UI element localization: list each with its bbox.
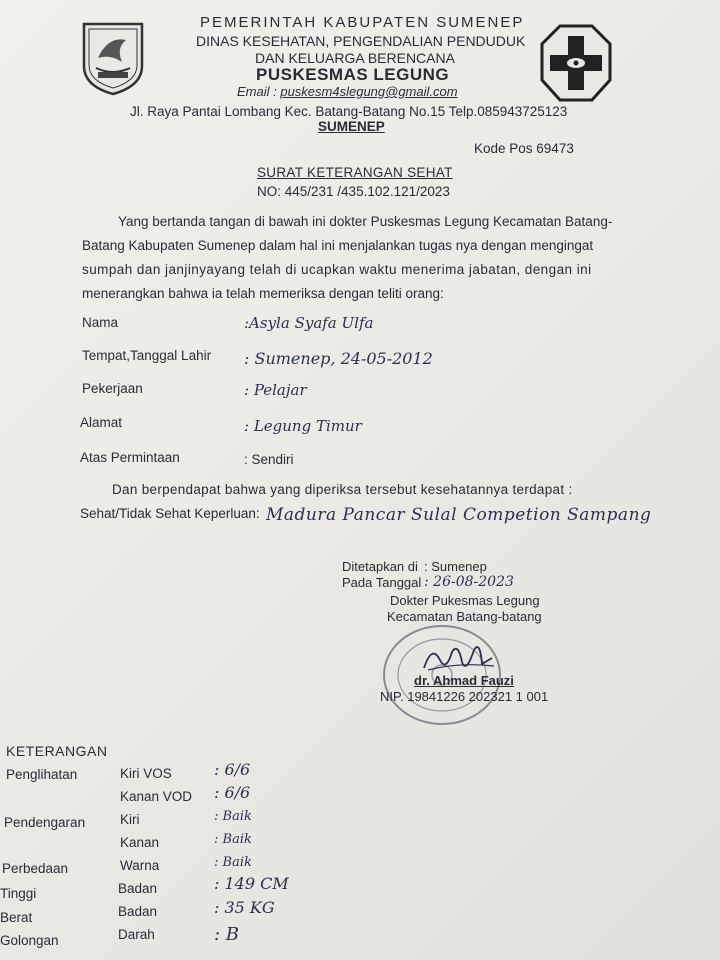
table-row-sub: Kiri [120,812,140,827]
signer-role-1: Dokter Pukesmas Legung [390,593,540,608]
table-row-value: : 6/6 [214,783,251,802]
body-line-1: Yang bertanda tangan di bawah ini dokter Puskesmas Legung Kecamatan Batang- [118,214,613,229]
table-row-value: : Baik [214,832,252,847]
postal-code: Kode Pos 69473 [474,141,574,156]
table-row-sub: Warna [120,858,160,873]
table-row-value: : 35 KG [214,898,275,917]
table-row-sub: Darah [118,927,155,942]
table-row-sub: Badan [118,904,158,919]
nama-label: Nama [82,315,119,330]
table-row-category: Golongan [0,933,59,948]
table-row-value: : B [214,924,240,945]
signer-nip: NIP. 19841226 202321 1 001 [380,689,549,704]
table-row-sub: Kanan [120,835,160,850]
header-address: Jl. Raya Pantai Lombang Kec. Batang-Batang No.15 Telp.085943725123 [130,104,568,119]
signer-name: dr. Ahmad Fauzi [414,673,514,688]
table-row-value: : Baik [214,809,252,824]
table-row-sub: Kanan VOD [120,789,193,804]
table-row-value: : Baik [214,855,252,870]
alamat-label: Alamat [80,415,123,430]
alamat-value: : Legung Timur [244,417,362,435]
place-value: : Sumenep [424,559,487,574]
ttl-value: : Sumenep, 24-05-2012 [244,349,433,368]
header-department: DINAS KESEHATAN, PENGENDALIAN PENDUDUK [196,33,526,49]
email-address: puskesm4slegung@gmail.com [280,84,458,99]
header-city: SUMENEP [318,119,385,134]
document-title: SURAT KETERANGAN SEHAT [257,165,453,180]
table-row-category: Tinggi [0,886,37,901]
place-label: Ditetapkan di [342,559,418,574]
body-line-2: Batang Kabupaten Sumenep dalam hal ini menjalankan tugas nya dengan mengingat [82,238,594,253]
table-row-sub: Badan [118,881,158,896]
pekerjaan-label: Pekerjaan [82,381,143,396]
header-department-cont: DAN KELUARGA BERENCANA [255,50,455,66]
header-puskesmas: PUSKESMAS LEGUNG [256,65,450,84]
ttl-label: Tempat,Tanggal Lahir [82,348,212,363]
health-cross-logo [538,22,614,104]
purpose-value: Madura Pancar Sulal Competion Sampang [266,505,652,525]
date-value: : 26-08-2023 [424,574,514,590]
header-email [237,84,458,99]
document-number: NO: 445/231 /435.102.121/2023 [257,184,450,199]
regency-emblem-logo [78,18,148,96]
nama-value: :Asyla Syafa Ulfa [244,314,374,332]
table-row-category: Perbedaan [2,861,69,876]
table-row-category: Berat [0,910,33,925]
table-row-category: Penglihatan [6,767,78,782]
table-row-value: : 149 CM [214,874,289,893]
table-row-category: Pendengaran [4,815,86,830]
table-row-sub: Kiri VOS [120,766,172,781]
signature-scribble [418,640,498,676]
permintaan-label: Atas Permintaan [80,450,180,465]
permintaan-value: : Sendiri [244,452,294,467]
body-line-3: sumpah dan janjinyayang telah di ucapkan waktu menerima jabatan, dengan ini [82,262,592,277]
table-row-value: : 6/6 [214,760,251,779]
date-label: Pada Tanggal [342,575,422,590]
conclusion-label: Sehat/Tidak Sehat Keperluan: [80,506,260,521]
email-label: Email : [237,84,281,99]
keterangan-title: KETERANGAN [6,743,108,759]
header-government: PEMERINTAH KABUPATEN SUMENEP [200,14,525,31]
body-line-4: menerangkan bahwa ia telah memeriksa dengan teliti orang: [82,286,444,301]
pekerjaan-value: : Pelajar [244,381,307,399]
conclusion-line-1: Dan berpendapat bahwa yang diperiksa tersebut kesehatannya terdapat : [112,482,573,497]
signer-role-2: Kecamatan Batang-batang [387,609,542,624]
